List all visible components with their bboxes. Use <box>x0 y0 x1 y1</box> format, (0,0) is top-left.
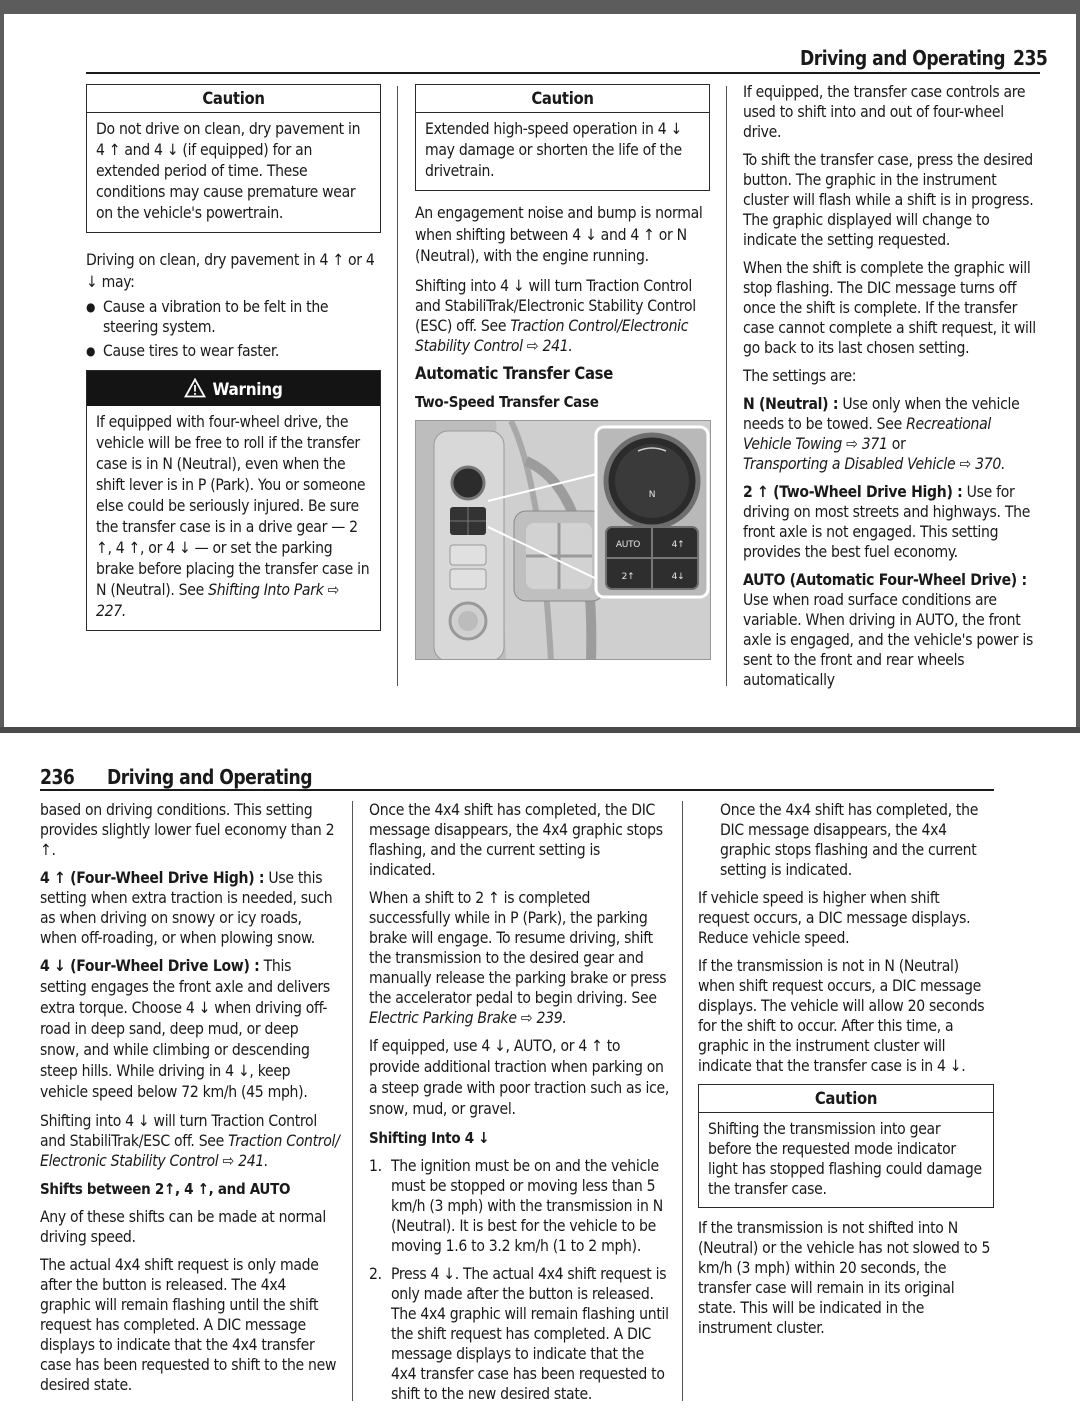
paragraph: Driving on clean, dry pavement in 4 ↑ or 4 ↓ may: <box>86 251 375 291</box>
warning-text: If equipped with four-wheel drive, the vehicle will be free to roll if the transfer case is in N (Neutral), even when the shift lever is in P (Park). You or someone else could be seriously injured. Be sure the transfer case is in a drive gear — 2 ↑, 4 ↑, or 4 ↓ — or set the parking brake before placing the transfer case in N (Neutral). See <box>96 413 370 599</box>
list-item: ● Cause a vibration to be felt in the steering system. <box>86 298 329 336</box>
paragraph: Shifting into 4 ↓ will turn Traction Control and StabiliTrak/Electronic Stability Control (ESC) off. See <box>415 276 696 335</box>
list-item: 1. The ignition must be on and the vehicle must be stopped or moving less than 5 km/h (3 mph) with the transmission in N (Neutral). It is best for the vehicle to be moving 1.6 to 3.2 km/h (1 to 2 mph). <box>369 1157 663 1255</box>
bullet-icon: ● <box>86 344 96 358</box>
setting-neutral: N (Neutral) : Use only when the vehicle needs to be towed. See Recreational Vehicle Towing ⇨ 371 or Transporting a Disabled Vehicle ⇨ 370. <box>743 395 1020 473</box>
caution-text: Shifting the transmission into gear before the requested mode indicator light has stopped flashing could damage the transfer case. <box>708 1120 982 1198</box>
paragraph: If equipped, the transfer case controls are used to shift into and out of four-wheel drive. <box>743 83 1026 141</box>
cross-reference-link[interactable]: Traction Control/Electronic Stability Control ⇨ 241. <box>415 316 689 355</box>
list-item: ● Cause tires to wear faster. <box>86 342 280 360</box>
page-header-title: Driving and Operating <box>800 46 1005 70</box>
column-divider <box>682 801 683 1401</box>
paragraph: If the transmission is not in N (Neutral) when shift request occurs, a DIC message displays. The vehicle will allow 20 seconds for the shift to occur. After this time, a graphic in the instrument cluster will indicate that the transfer case is in 4 ↓. <box>698 957 985 1075</box>
caution-box <box>415 84 710 191</box>
paragraph: If vehicle speed is higher when shift request occurs, a DIC message displays. Reduce vehicle speed. <box>698 889 971 947</box>
section-heading: Automatic Transfer Case <box>415 363 613 383</box>
paragraph: Any of these shifts can be made at normal driving speed. <box>40 1208 326 1246</box>
section-heading: Shifts between 2↑, 4 ↑, and AUTO <box>40 1180 291 1198</box>
page-number: 236 <box>40 765 75 789</box>
page-236 <box>0 733 1080 1427</box>
subsection-heading: Two-Speed Transfer Case <box>415 392 599 411</box>
column-3 <box>698 800 994 1346</box>
list-item: 2. Press 4 ↓. The actual 4x4 shift request is only made after the button is released. The 4x4 graphic will remain flashing until the shift request has completed. A DIC message displays to indicate that the 4x4 transfer case has been requested to shift to the new desired state. <box>369 1265 669 1403</box>
paragraph: To shift the transfer case, press the desired button. The graphic in the instrument cluster will flash while a shift is in progress. The graphic displayed will change to indicate the setting requested. <box>743 151 1034 249</box>
paragraph: Once the 4x4 shift has completed, the DIC message disappears, the 4x4 graphic stops flashing and the current setting is indicated. <box>720 801 979 879</box>
setting-auto: AUTO (Automatic Four-Wheel Drive) : Use when road surface conditions are variable. When driving in AUTO, the front axle is engaged, and the vehicle's power is sent to the front and rear wheels automatically <box>743 571 1033 689</box>
caution-text: Extended high-speed operation in 4 ↓ may damage or shorten the life of the drivetrain. <box>425 120 682 180</box>
transfer-case-controls-figure <box>415 420 711 660</box>
header-rule <box>86 72 1040 74</box>
two-high-label: 2↑ <box>621 571 635 582</box>
warning-triangle-icon <box>184 378 206 398</box>
paragraph: The settings are: <box>743 367 857 385</box>
cross-reference-link[interactable]: Transporting a Disabled Vehicle ⇨ 370. <box>743 455 1006 473</box>
column-divider <box>397 86 398 686</box>
caution-title: Caution <box>699 1085 993 1113</box>
dashboard-illustration <box>416 421 711 660</box>
section-heading: Shifting Into 4 ↓ <box>369 1129 490 1147</box>
page-number: 235 <box>1013 46 1048 70</box>
column-1 <box>40 800 340 1403</box>
column-3 <box>743 82 1043 698</box>
paragraph: When the shift is complete the graphic will stop flashing. The DIC message turns off once the shift is complete. If the transfer case cannot complete a shift request, it will go back to its last chosen setting. <box>743 259 1036 357</box>
four-high-label: 4↑ <box>671 539 685 550</box>
paragraph: Shifting into 4 ↓ will turn Traction Control and StabiliTrak/ESC off. See <box>40 1112 317 1150</box>
paragraph: based on driving conditions. This setting provides slightly lower fuel economy than 2 ↑. <box>40 801 335 859</box>
auto-label: AUTO <box>615 539 641 550</box>
setting-two-high: 2 ↑ (Two-Wheel Drive High) : Use for driving on most streets and highways. The front axle is not engaged. This setting provides the best fuel economy. <box>743 483 1031 561</box>
column-divider <box>352 801 353 1401</box>
paragraph: When a shift to 2 ↑ is completed successfully while in P (Park), the parking brake will engage. To resume driving, shift the transmission to the desired gear and manually release the parking brake or press the accelerator pedal to begin driving. See <box>369 889 667 1007</box>
column-2 <box>415 84 710 660</box>
cross-reference-link[interactable]: Recreational Vehicle Towing ⇨ 371 <box>743 415 991 453</box>
caution-text: Do not drive on clean, dry pavement in 4 ↑ and 4 ↓ (if equipped) for an extended period of time. These conditions may cause premature wear on the vehicle's powertrain. <box>96 120 361 222</box>
paragraph: The actual 4x4 shift request is only made after the button is released. The 4x4 graphic will remain flashing until the shift request has completed. A DIC message displays to indicate that the 4x4 transfer case has been requested to shift to the new desired state. <box>40 1256 337 1394</box>
setting-four-low: 4 ↓ (Four-Wheel Drive Low) : This setting engages the front axle and delivers extra torque. Choose 4 ↓ when driving off-road in deep sand, deep mud, or deep snow, and while climbing or descending steep hills. While driving in 4 ↓, keep vehicle speed below 72 km/h (45 mph). <box>40 957 330 1101</box>
paragraph: An engagement noise and bump is normal when shifting between 4 ↓ and 4 ↑ or N (Neutral), with the engine running. <box>415 204 703 265</box>
caution-title: Caution <box>87 85 380 113</box>
column-2 <box>369 800 669 1412</box>
warning-box <box>86 370 381 631</box>
setting-four-high: 4 ↑ (Four-Wheel Drive High) : Use this setting when extra traction is needed, such as when driving on snowy or icy roads, when off-roading, or when plowing snow. <box>40 869 333 947</box>
bullet-icon: ● <box>86 300 96 314</box>
scan-frame-top <box>0 0 1080 14</box>
four-low-label: 4↓ <box>671 571 685 582</box>
column-1 <box>86 84 381 641</box>
header-rule <box>40 789 994 791</box>
caution-box <box>698 1084 994 1208</box>
warning-title: Warning <box>87 371 380 406</box>
cross-reference-link[interactable]: Shifting Into Park ⇨ 227. <box>96 581 340 620</box>
neutral-label: N <box>648 489 656 500</box>
caution-title: Caution <box>416 85 709 113</box>
caution-box <box>86 84 381 233</box>
cross-reference-link[interactable]: Traction Control/ Electronic Stability Control ⇨ 241. <box>40 1132 340 1170</box>
cross-reference-link[interactable]: Electric Parking Brake ⇨ 239. <box>369 1009 567 1027</box>
page-235 <box>0 14 1080 727</box>
paragraph: If equipped, use 4 ↓, AUTO, or 4 ↑ to provide additional traction when parking on a steep grade with poor traction such as ice, snow, mud, or gravel. <box>369 1037 669 1118</box>
paragraph: Once the 4x4 shift has completed, the DIC message disappears, the 4x4 graphic stops flashing, and the current setting is indicated. <box>369 801 663 879</box>
page-header-title: Driving and Operating <box>107 765 312 789</box>
column-divider <box>726 86 727 686</box>
paragraph: If the transmission is not shifted into N (Neutral) or the vehicle has not slowed to 5 km/h (3 mph) within 20 seconds, the transfer case will remain in its original state. This will be indicated in the instrument cluster. <box>698 1219 991 1337</box>
